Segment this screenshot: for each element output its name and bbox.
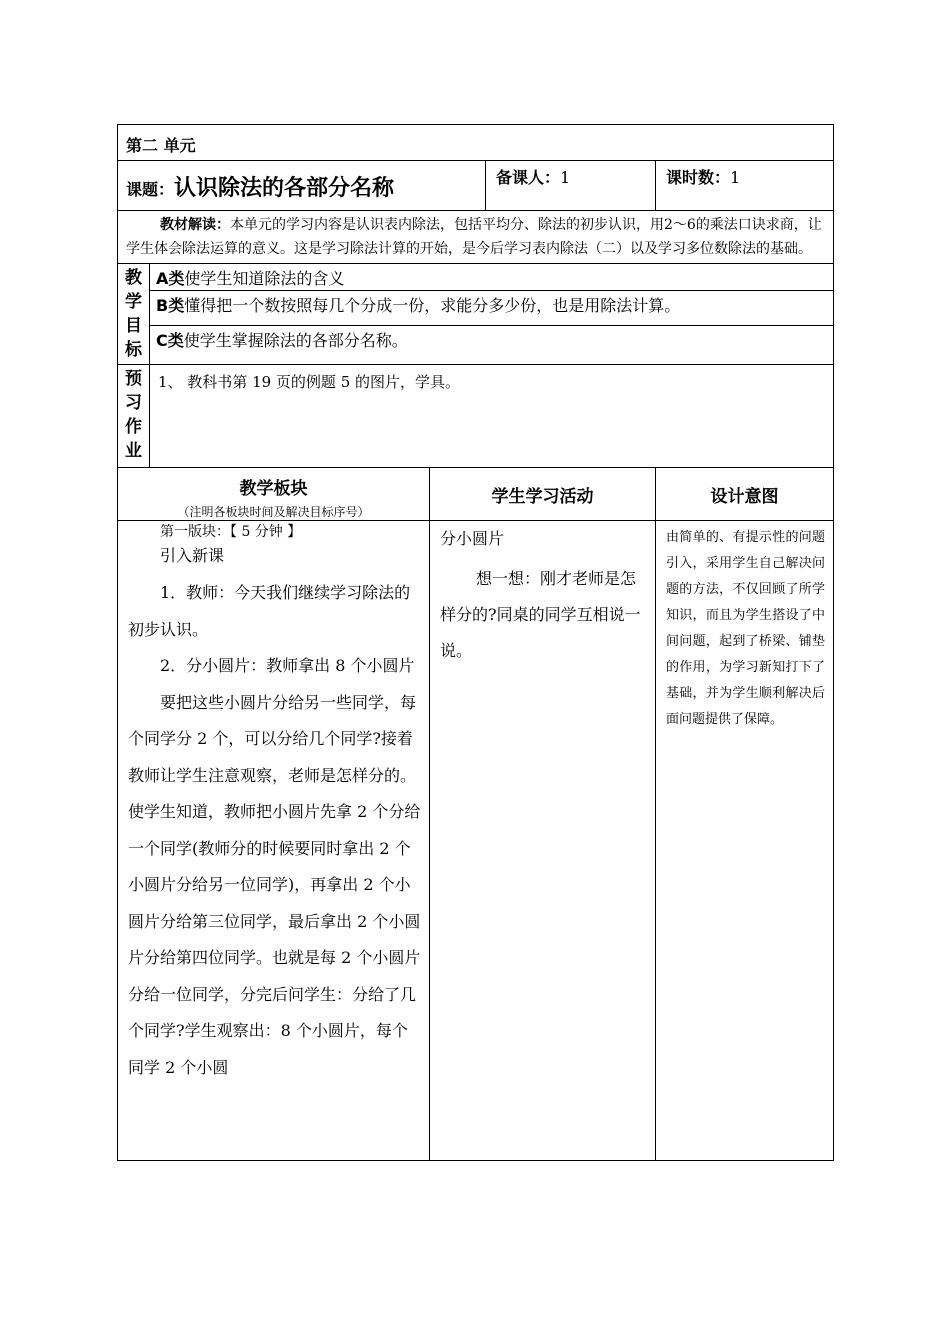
title-label: 课题： [126,180,175,199]
column-design-intent: 设计意图 [656,468,834,521]
periods-value: 1 [730,168,741,187]
activity-heading: 分小圆片 [440,529,505,548]
preview-homework: 1、 教科书第 19 页的例题 5 的图片，学具。 [150,365,834,468]
intro-label: 教材解读： [160,217,230,233]
periods-cell [656,161,834,211]
col1-title: 教学板块 [239,479,308,499]
unit-label: 第二 单元 [118,125,834,161]
step-2-detail: 要把这些小圆片分给另一些同学，每个同学分 2 个，可以分给几个同学?接着教师让学生注意观察，老师是怎样分的。使学生知道，教师把小圆片先拿 2 个分给一个同学(教师分的时候要同时拿出 2 个小圆片分给另一位同学)，再拿出 2 个小圆片分给第三位同学，最后拿出 2 个小圆片分给第四位同学。也就是每 2 个小圆片分给一位同学，分完后问学生：分给了几个同学?学生观察出：8 个小圆片，每个同学 2 个小圆 [128,692,421,1077]
goal-tag: A类 [156,269,185,288]
goal-tag: C类 [156,331,184,350]
goal-text: 懂得把一个数按照每几个分成一份，求能分多少份，也是用除法计算。 [184,296,681,315]
activity-text: 想一想：刚才老师是怎样分的?同桌的同学互相说一说。 [440,569,641,660]
goal-text: 使学生掌握除法的各部分名称。 [183,331,408,350]
column-student-activities: 学生学习活动 [430,468,656,521]
step-1: 1．教师：今天我们继续学习除法的初步认识。 [128,583,411,639]
goals-label-char: 学 [125,292,142,312]
goal-text: 使学生知道除法的含义 [184,269,345,288]
goals-label-char: 教 [125,268,142,288]
student-activity-content [430,521,656,1161]
col1-subtitle: （注明各板块时间及解决目标序号） [177,505,370,519]
preparer-value: 1 [560,168,571,187]
goal-a [150,264,834,291]
preparer-cell [486,161,656,211]
design-intent-content: 由简单的、有提示性的问题引入，采用学生自己解决问题的方法，不仅回顾了所学知识，而且为学生搭设了中间问题，起到了桥梁、铺垫的作用，为学习新知打下了基础，并为学生顺利解决后面问题提供了保障。 [656,521,834,1161]
goals-label-char: 标 [125,340,142,360]
preview-label-char: 预 [125,369,142,389]
lesson-plan-table [117,124,834,1161]
title-text: 认识除法的各部分名称 [174,176,395,201]
intro-text: 本单元的学习内容是认识表内除法，包括平均分、除法的初步认识，用2～6的乘法口诀求商，让学生体会除法运算的意义。这是学习除法计算的开始，是今后学习表内除法（二）以及学习多位数除法的基础。 [126,217,822,257]
block-header: 第一版块：【 5 分钟 】 [160,524,302,540]
preview-label-char: 作 [125,417,142,437]
preview-label-char: 业 [125,441,142,461]
lesson-plan [117,124,833,1161]
teaching-block-content [118,521,430,1161]
lesson-title [118,161,486,211]
preview-label [118,365,150,468]
goals-label [118,264,150,365]
step-2: 2．分小圆片：教师拿出 8 个小圆片 [160,656,415,675]
goal-b [150,291,834,326]
goal-tag: B类 [156,296,185,315]
section-heading: 引入新课 [160,546,225,565]
goals-label-char: 目 [125,316,142,336]
column-teaching-blocks [118,468,430,521]
periods-label: 课时数： [666,168,731,187]
goal-c [150,326,834,365]
preparer-label: 备课人： [496,168,561,187]
preview-label-char: 习 [125,393,142,413]
textbook-interpretation [118,211,834,264]
